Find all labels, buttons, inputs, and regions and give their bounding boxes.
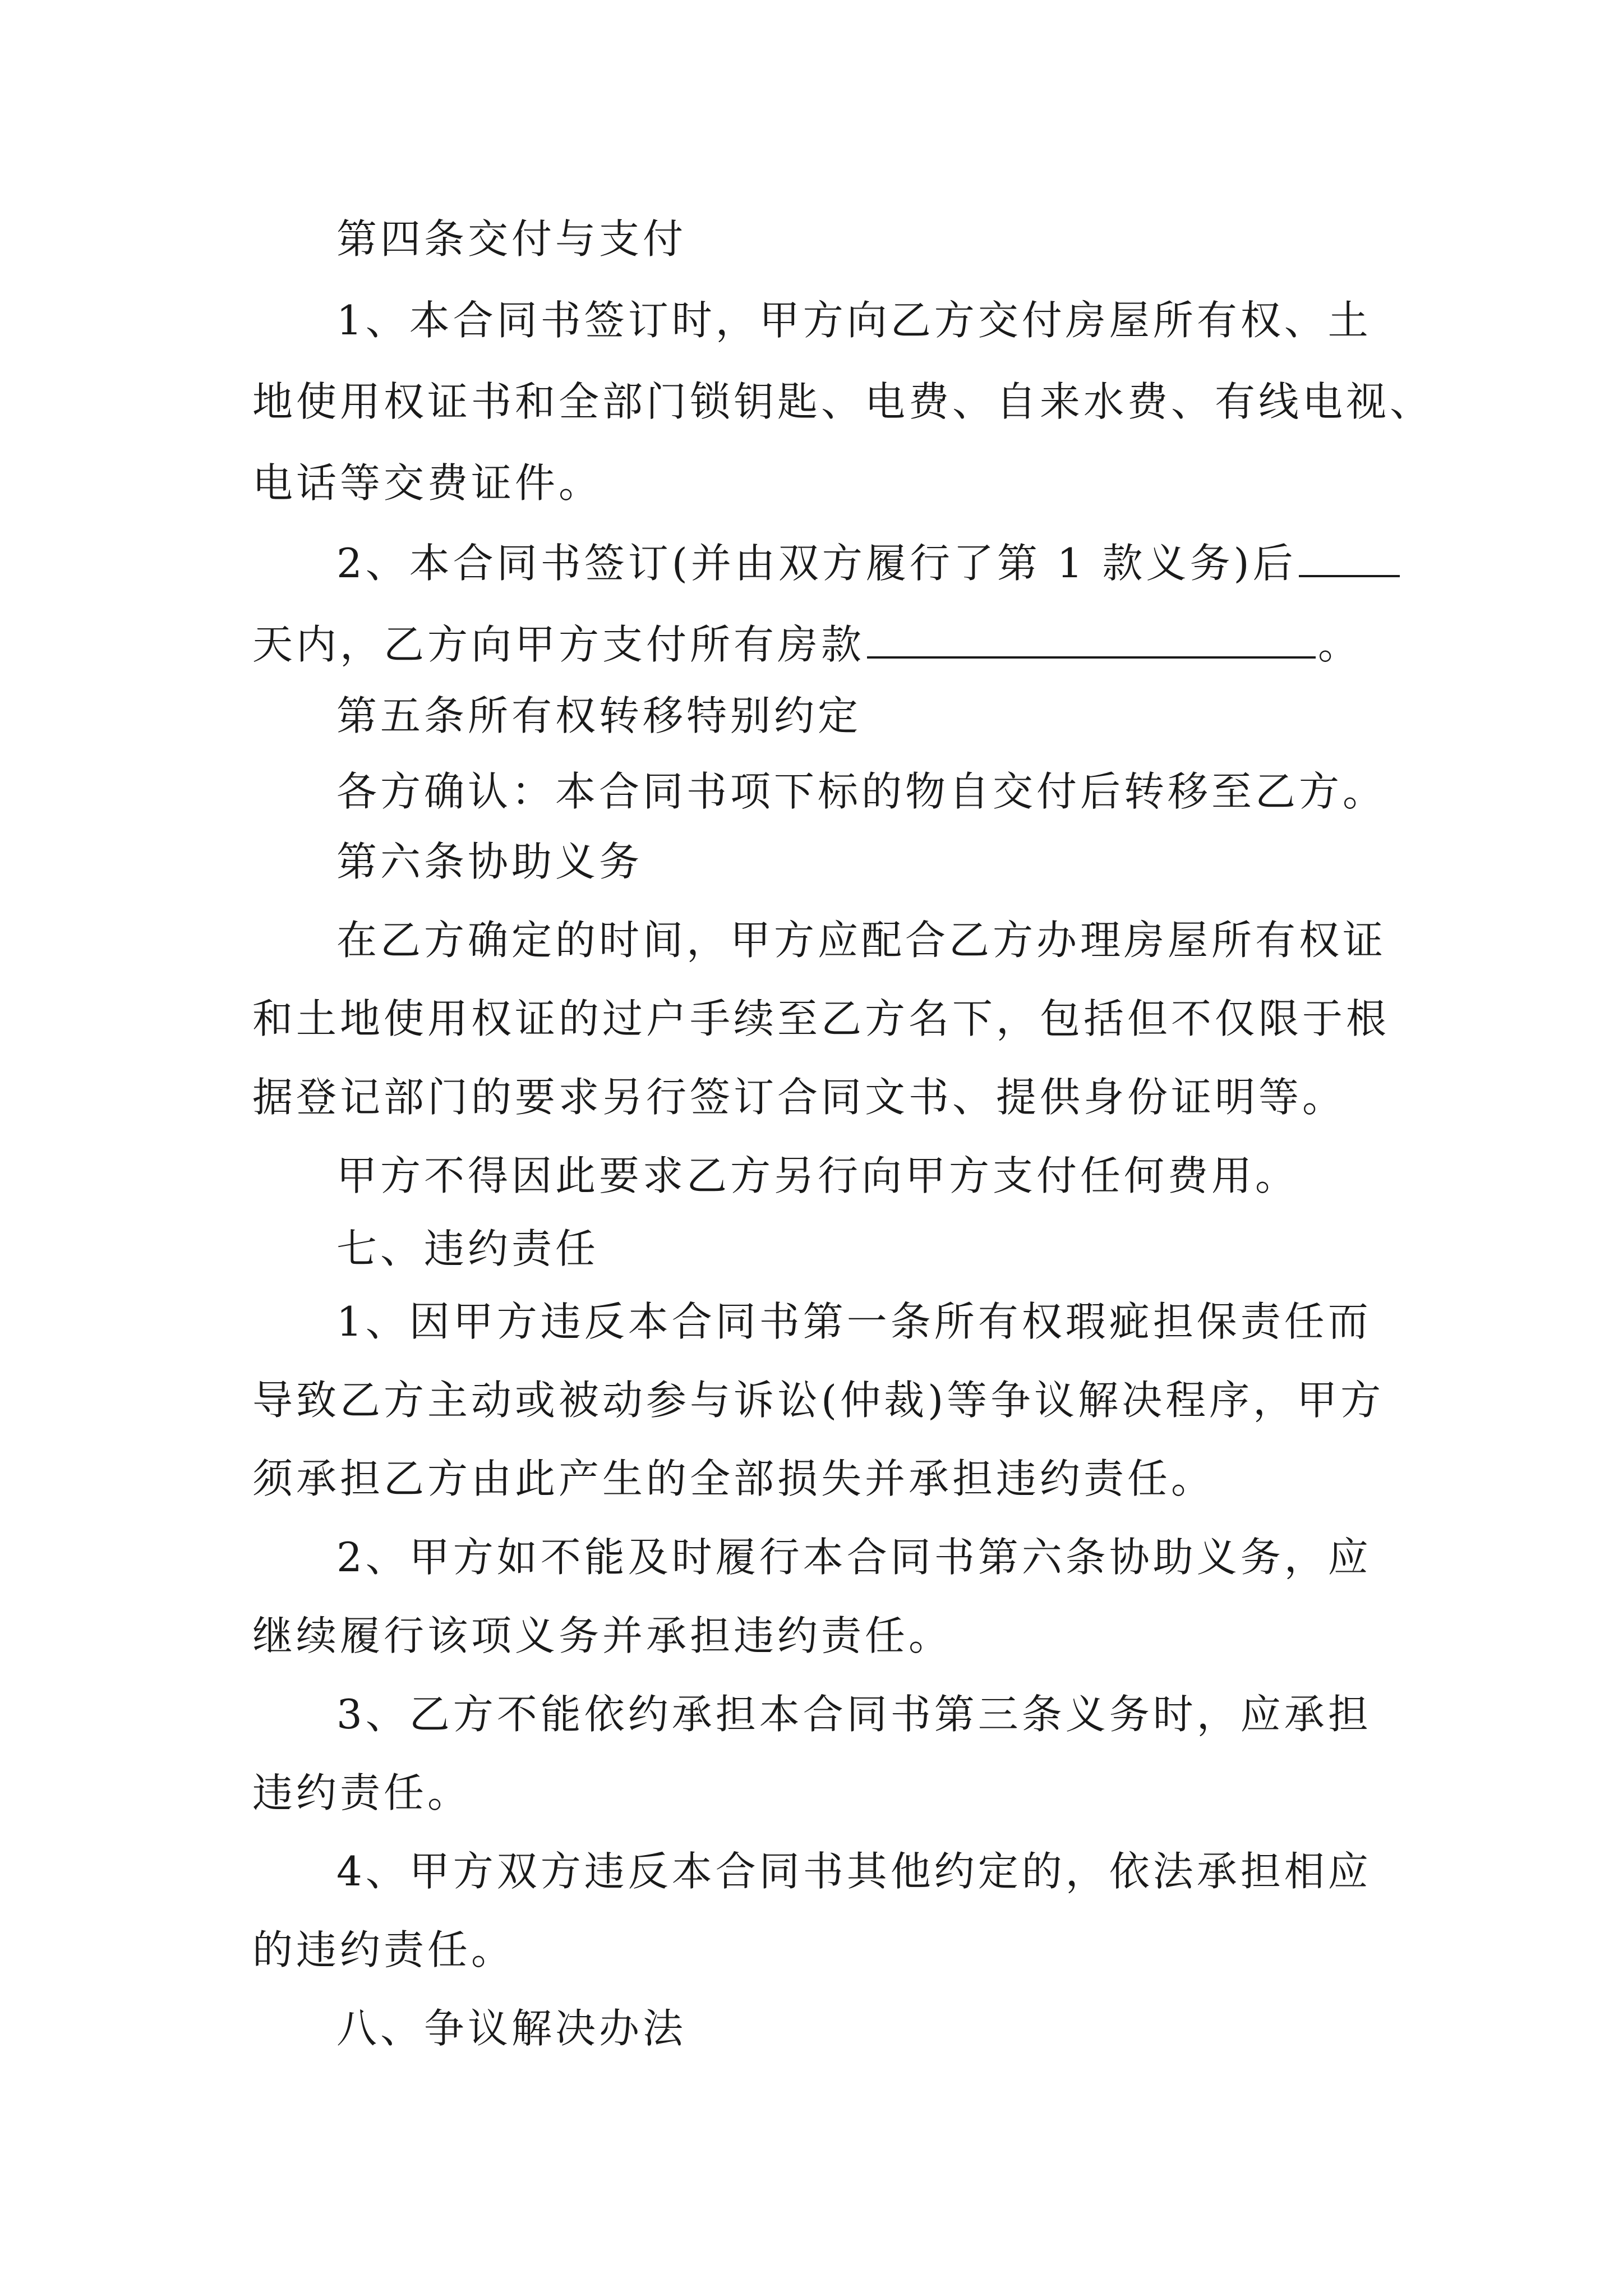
article-6-para-1-line-2: 和土地使用权证的过户手续至乙方名下，包括但不仅限于根: [252, 995, 1390, 1042]
article-7-para-1-line-1: 1、因甲方违反本合同书第一条所有权瑕疵担保责任而: [336, 1298, 1372, 1345]
article-7-para-1-line-2: 导致乙方主动或被动参与诉讼(仲裁)等争议解决程序，甲方: [252, 1377, 1385, 1424]
article-4-para-2-line-2: [252, 621, 1362, 668]
article-6-para-1-line-3: 据登记部门的要求另行签订合同文书、提供身份证明等。: [252, 1074, 1347, 1121]
article-6-para-1-line-1: 在乙方确定的时间，甲方应配合乙方办理房屋所有权证: [336, 917, 1387, 964]
article-7-title: 七、违约责任: [336, 1225, 600, 1272]
payment-amount-blank[interactable]: [867, 623, 1316, 659]
article-4-para-1-line-3: 电话等交费证件。: [252, 459, 603, 507]
article-7-para-4-line-2: 的违约责任。: [252, 1926, 515, 1973]
article-8-title: 八、争议解决办法: [336, 2005, 687, 2052]
article-7-para-4-line-1: 4、甲方双方违反本合同书其他约定的，依法承担相应: [336, 1848, 1372, 1895]
article-4-para-1-line-2: 地使用权证书和全部门锁钥匙、电费、自来水费、有线电视、: [252, 378, 1434, 425]
article-7-para-2-line-2: 继续履行该项义务并承担违约责任。: [252, 1612, 953, 1659]
article-6-title: 第六条协助义务: [336, 838, 643, 885]
article-5-para-1: 各方确认：本合同书项下标的物自交付后转移至乙方。: [336, 768, 1387, 815]
article-4-para-2-text-2: 天内，乙方向甲方支付所有房款: [252, 621, 865, 668]
article-4-para-2-line-1: [336, 540, 1402, 587]
article-7-para-2-line-1: 2、甲方如不能及时履行本合同书第六条协助义务，应: [336, 1534, 1372, 1581]
article-7-para-3-line-2: 违约责任。: [252, 1769, 472, 1816]
article-6-para-2: 甲方不得因此要求乙方另行向甲方支付任何费用。: [336, 1152, 1299, 1199]
article-4-para-2-text: 2、本合同书签订(并由双方履行了第 1 款义务)后: [336, 540, 1297, 587]
days-blank[interactable]: [1299, 541, 1400, 577]
article-7-para-1-line-3: 须承担乙方由此产生的全部损失并承担违约责任。: [252, 1455, 1215, 1502]
article-4-para-2-end: 。: [1318, 621, 1362, 668]
article-4-title: 第四条交付与支付: [336, 215, 687, 263]
article-7-para-3-line-1: 3、乙方不能依约承担本合同书第三条义务时，应承担: [336, 1691, 1372, 1738]
article-5-title: 第五条所有权转移特别约定: [336, 692, 862, 739]
article-4-para-1-line-1: 1、本合同书签订时，甲方向乙方交付房屋所有权、土: [336, 297, 1372, 344]
